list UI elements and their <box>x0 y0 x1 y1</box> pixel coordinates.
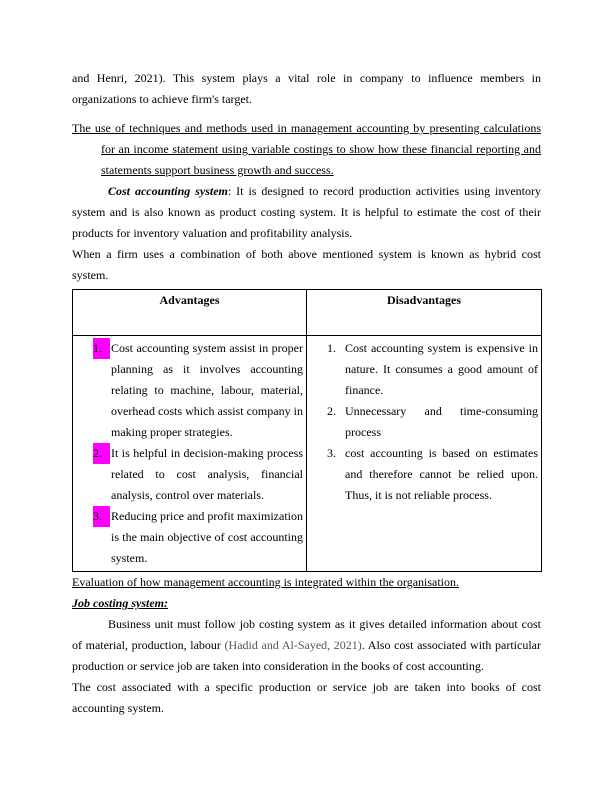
hybrid-paragraph: When a firm uses a combination of both above mentioned system is known as hybrid cost system. <box>72 247 541 282</box>
job-costing-heading: Job costing system: <box>72 596 168 610</box>
list-item <box>73 338 306 443</box>
list-number: 3. <box>93 506 110 527</box>
cost-accounting-term: Cost accounting system <box>108 184 228 198</box>
job-costing-paragraph-2: The cost associated with a specific production or service job are taken into books of cost accounting system. <box>72 680 541 715</box>
list-number: 3. <box>327 446 336 460</box>
list-item <box>73 443 306 506</box>
citation: (Hadid and Al-Sayed, 2021) <box>224 638 362 652</box>
list-text: Cost accounting system is expensive in nature. It consumes a good amount of finance. <box>345 341 538 397</box>
list-item <box>73 506 306 569</box>
list-text: cost accounting is based on estimates and therefore cannot be relied upon. Thus, it is not reliable process. <box>345 446 538 502</box>
job-costing-paragraph <box>72 614 541 677</box>
cost-accounting-text: : It is designed to record production activities using inventory system and is also known as product costing system. It is helpful to estimate the cost of their products for inventory valuation and profitability analysis. <box>72 184 542 240</box>
list-text: Reducing price and profit maximization is the main objective of cost accounting system. <box>111 509 303 565</box>
advantages-cell <box>73 336 307 572</box>
disadvantages-header: Disadvantages <box>307 290 542 336</box>
advantages-header: Advantages <box>73 290 307 336</box>
list-item <box>307 443 541 506</box>
list-number: 1. <box>327 341 336 355</box>
job-costing-text-b: . Also cost associated with particular production or service job are taken into consideration in the books of cost accounting. <box>72 638 541 673</box>
list-number: 2. <box>93 443 110 464</box>
advantages-table <box>72 289 542 572</box>
advantages-list <box>73 338 306 569</box>
list-item <box>307 338 541 401</box>
document-page <box>72 68 541 719</box>
cost-accounting-paragraph <box>72 181 541 244</box>
list-text: Cost accounting system assist in proper planning as it involves accounting relating to machine, labour, material, overhead costs which assist company in making proper strategies. <box>111 341 303 439</box>
list-text: Unnecessary and time-consuming process <box>345 404 538 439</box>
job-costing-text-a: Business unit must follow job costing system as it gives detailed information about cost of material, production, labour <box>72 617 541 652</box>
list-number: 1. <box>93 338 110 359</box>
section-heading-evaluation: Evaluation of how management accounting is integrated within the organisation. <box>72 575 460 589</box>
disadvantages-list <box>307 338 541 506</box>
intro-paragraph: and Henri, 2021). This system plays a vital role in company to influence members in organizations to achieve firm's target. <box>72 71 541 106</box>
disadvantages-cell <box>307 336 542 572</box>
list-item <box>307 401 541 443</box>
list-text: It is helpful in decision-making process related to cost analysis, financial analysis, control over materials. <box>111 446 303 502</box>
list-number: 2. <box>327 404 336 418</box>
section-heading-techniques: The use of techniques and methods used in management accounting by presenting calculations for an income statement using variable costings to show how these financial reporting and statements support business growth and success. <box>72 121 541 177</box>
